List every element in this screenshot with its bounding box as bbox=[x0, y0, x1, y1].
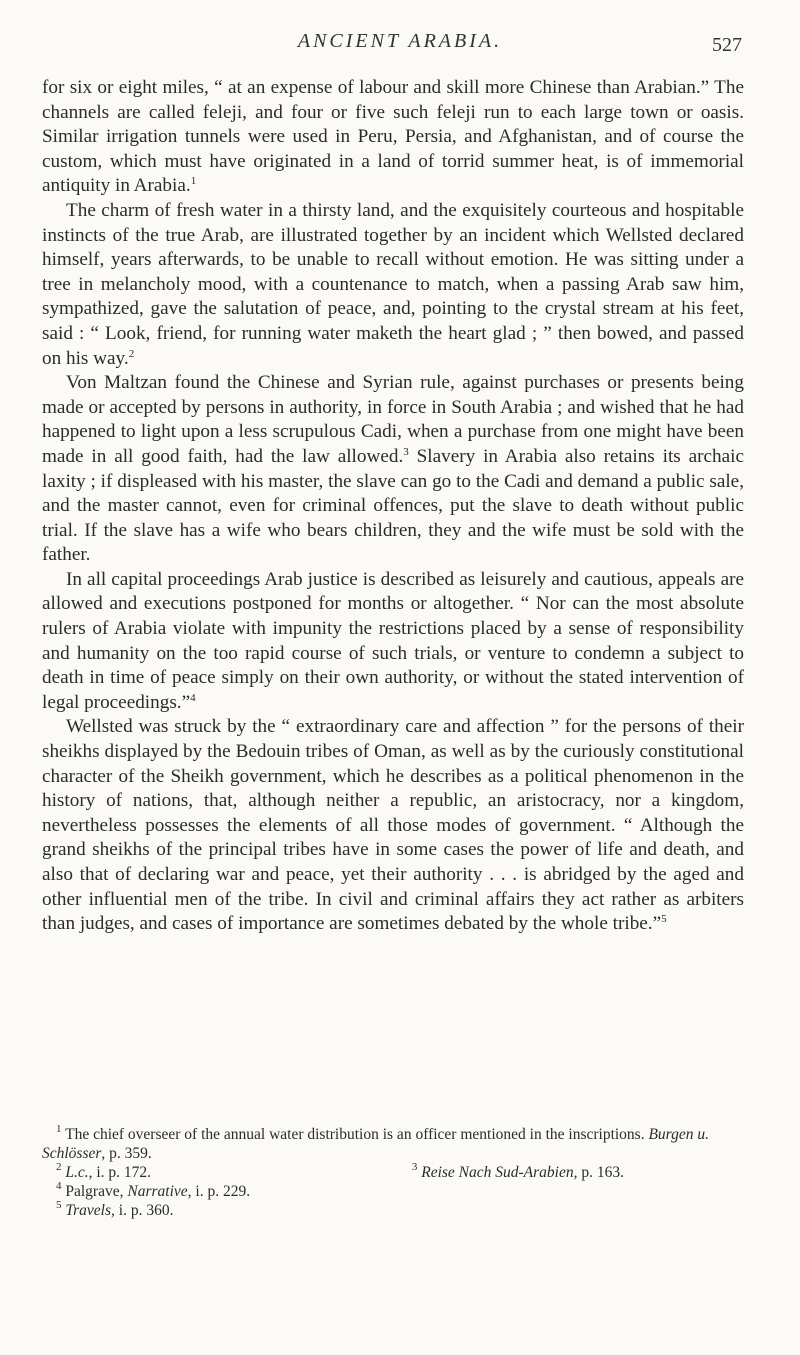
footnote-3: $^3$ Reise Nach Sud-Arabien, p. 163. bbox=[411, 1161, 624, 1181]
footnote-5: $^5$ Travels, i. p. 360. bbox=[56, 1199, 174, 1219]
footnotes bbox=[42, 1125, 744, 1220]
footnote-ref[interactable]: 5 bbox=[661, 913, 667, 926]
paragraph: for six or eight miles, “ at an expense of labour and skill more Chinese than Arabian.” The channels are called feleji, and four or five such feleji run to each large town or oasis. Similar irrigation tunnels were used in Peru, Persia, and Afghanistan, and of course the custom, which must have originated in a land of torrid summer heat, is of immemorial antiquity in Arabia.$^1$ bbox=[42, 77, 744, 197]
paragraph: Von Maltzan found the Chinese and Syrian rule, against purchases or presents being made or accepted by persons in authority, in force in South Arabia ; and wished that he had happened to light upon a less scrupulous Cadi, when a purchase from one might have been made in all good faith, had the law allowed.$^3$ Slavery in Arabia also retains its archaic laxity ; if displeased with his master, the slave can go to the Cadi and demand a public sale, and the master cannot, even for criminal offences, put the slave to death without public trial. If the slave has a wife who bears children, they and the wife must be sold with the father. bbox=[42, 372, 745, 566]
footnote-ref[interactable]: 4 bbox=[190, 691, 196, 704]
paragraph: In all capital proceedings Arab justice is described as leisurely and cautious, appeals are allowed and executions postponed for months or altogether. “ Nor can the most absolute rulers of Arabia violate with impunity the restrictions placed by a sense of responsibility and humanity on the too rapid course of such trials, or venture to condemn a subject to death in time of peace simply on their own authority, or without the stated intervention of legal proceedings.”$^4$ bbox=[42, 568, 744, 713]
paragraph: The charm of fresh water in a thirsty land, and the exquisitely courteous and hospitable instincts of the true Arab, are illustrated together by an incident which Wellsted declared himself, years afterwards, to be unable to recall without emotion. He was sitting under a tree in melancholy mood, with a countenance to match, when a passing Arab saw him, sympathized, gave the salutation of peace, and, pointing to the crystal stream at his feet, said : “ Look, friend, for running water maketh the heart glad ; ” then bowed, and passed on his way.$^2$ bbox=[42, 199, 744, 369]
footnote-2: $^2$ L.c., i. p. 172. bbox=[56, 1161, 152, 1181]
footnote-1: $^1$ The chief overseer of the annual water distribution is an officer mentioned in the inscriptions. Burgen u. Schlösser, p. 359. bbox=[42, 1123, 710, 1162]
body-text bbox=[42, 76, 744, 937]
footnote-ref[interactable]: 1 bbox=[190, 175, 197, 188]
footnote-row bbox=[42, 1163, 744, 1182]
running-title: ANCIENT ARABIA. bbox=[297, 30, 503, 52]
paragraph: Wellsted was struck by the “ extraordinary care and affection ” for the persons of their sheikhs displayed by the Bedouin tribes of Oman, as well as by the curiously constitutional character of the Sheikh government, which he describes as a political phenomenon in the history of nations, that, although neither a republic, an aristocracy, nor a kingdom, nevertheless possesses the elements of all those modes of government. “ Although the grand sheikhs of the principal tribes have in some cases the power of life and death, and also that of declaring war and peace, yet their authority . . . is abridged by the aged and other influential men of the tribe. In civil and criminal affairs they act rather as arbiters than judges, and cases of importance are sometimes debated by the whole tribe.”$^5$ bbox=[42, 716, 744, 935]
footnote-ref[interactable]: 2 bbox=[128, 347, 135, 360]
footnote-4: $^4$ Palgrave, Narrative, i. p. 229. bbox=[56, 1180, 251, 1200]
page-number: 527 bbox=[712, 34, 742, 56]
footnote-ref[interactable]: 3 bbox=[403, 445, 409, 458]
